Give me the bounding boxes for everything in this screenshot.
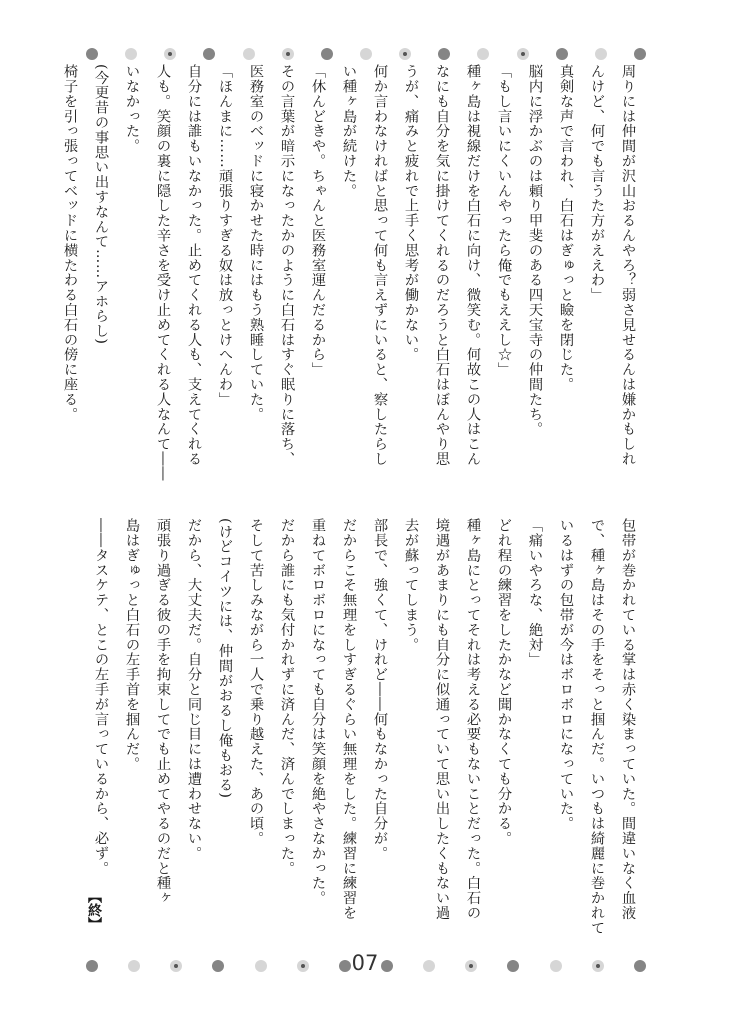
- text-column: 何か言わなければと思って何も言えずにいると、察したらし: [372, 64, 388, 467]
- text-column: 境遇があまりにも自分に似通っていて思い出したくもない過: [434, 518, 450, 921]
- text-column: 脳内に浮かぶのは頼り甲斐のある四天宝寺の仲間たち。: [527, 64, 543, 437]
- text-column: で、種ヶ島はその手をそっと掴んだ。いつもは綺麗に巻かれて: [589, 518, 605, 936]
- text-column: うが、痛みと疲れで上手く思考が働かない。: [403, 64, 419, 362]
- end-mark: 【終】: [86, 889, 102, 931]
- text-column: 頑張り過ぎる彼の手を拘束してでも止めてやるのだと種ヶ: [155, 518, 171, 906]
- text-column: 医務室のベッドに寝かせた時にはもう熟睡していた。: [248, 64, 264, 422]
- text-column: 重ねてボロボロになっても自分は笑顔を絶やさなかった。: [310, 518, 326, 906]
- text-column: い種ヶ島が続けた。: [341, 64, 357, 199]
- text-column: 種ヶ島にとってそれは考える必要もないことだった。白石の: [465, 518, 481, 921]
- text-column: んけど、何でも言うた方がええわ」: [589, 64, 605, 303]
- ornament-dot: [243, 48, 255, 60]
- text-column: 部長で、強くて、けれど――何もなかった自分が。: [372, 518, 388, 861]
- ornament-dot: [86, 48, 98, 60]
- text-column: いなかった。: [124, 64, 140, 154]
- text-column: その言葉が暗示になったかのように白石はすぐ眠りに落ち、: [279, 64, 295, 467]
- text-column: 周りには仲間が沢山おるんやろ？弱さ見せるんは嫌かもしれ: [620, 64, 636, 467]
- text-column: だから、大丈夫だ。自分と同じ目には遭わせない。: [186, 518, 202, 861]
- text-column: だから誰にも気付かれずに済んだ、済んでしまった。: [279, 518, 295, 876]
- text-column: 「痛いやろな、絶対」: [527, 518, 543, 667]
- ornament-dot: [125, 48, 137, 60]
- ornament-dot: [282, 48, 294, 60]
- ornament-dot: [203, 48, 215, 60]
- ornament-dot: [477, 48, 489, 60]
- text-column: 包帯が巻かれている掌は赤く染まっていた。間違いなく血液: [620, 518, 636, 921]
- text-column: いるはずの包帯が今はボロボロになっていた。: [558, 518, 574, 831]
- text-column: なにも自分を気に掛けてくれるのだろうと白石はぼんやり思: [434, 64, 450, 467]
- ornament-dot: [360, 48, 372, 60]
- text-column: 真剣な声で言われ、白石はぎゅっと瞼を閉じた。: [558, 64, 574, 392]
- text-column: (今更昔の事思い出すなんて……アホらし): [93, 64, 109, 345]
- text-column: 島はぎゅっと白石の左手首を掴んだ。: [124, 518, 140, 772]
- text-column: ――タスケテ、とこの左手が言っているから、必ず。: [93, 518, 109, 876]
- ornament-dot: [164, 48, 176, 60]
- text-column: だからこそ無理をしすぎるぐらい無理をした。練習に練習を: [341, 518, 357, 921]
- text-column: 「休んどきや。ちゃんと医務室運んだるから」: [310, 64, 326, 377]
- text-column: 「ほんまに……頑張りすぎる奴は放っとけへんわ」: [217, 64, 233, 407]
- text-column: 椅子を引っ張ってベッドに横たわる白石の傍に座る。: [62, 64, 78, 422]
- top-dot-ornament: [86, 46, 646, 62]
- text-column: 自分には誰もいなかった。止めてくれる人も、支えてくれる: [186, 64, 202, 467]
- text-column: 人も。笑顔の裏に隠した辛さを受け止めてくれる人なんて――: [155, 64, 171, 482]
- text-column: 去が蘇ってしまう。: [403, 518, 419, 653]
- ornament-dot: [595, 48, 607, 60]
- ornament-dot: [399, 48, 411, 60]
- ornament-dot: [438, 48, 450, 60]
- upper-text-block: [62, 64, 643, 482]
- ornament-dot: [556, 48, 568, 60]
- lower-text-block: [83, 518, 643, 943]
- text-column: どれ程の練習をしたかなど聞かなくても分かる。: [496, 518, 512, 846]
- ornament-dot: [321, 48, 333, 60]
- page-number: 07: [351, 951, 379, 975]
- text-column: そして苦しみながら一人で乗り越えた、あの頃。: [248, 518, 264, 846]
- text-column: 種ヶ島は視線だけを白石に向け、微笑む。何故この人はこん: [465, 64, 481, 467]
- text-column: (けどコイツには、仲間がおるし俺もおる): [217, 518, 233, 799]
- ornament-dot: [517, 48, 529, 60]
- ornament-dot: [634, 48, 646, 60]
- text-column: 「もし言いにくいんやったら俺でもええし☆」: [496, 64, 512, 377]
